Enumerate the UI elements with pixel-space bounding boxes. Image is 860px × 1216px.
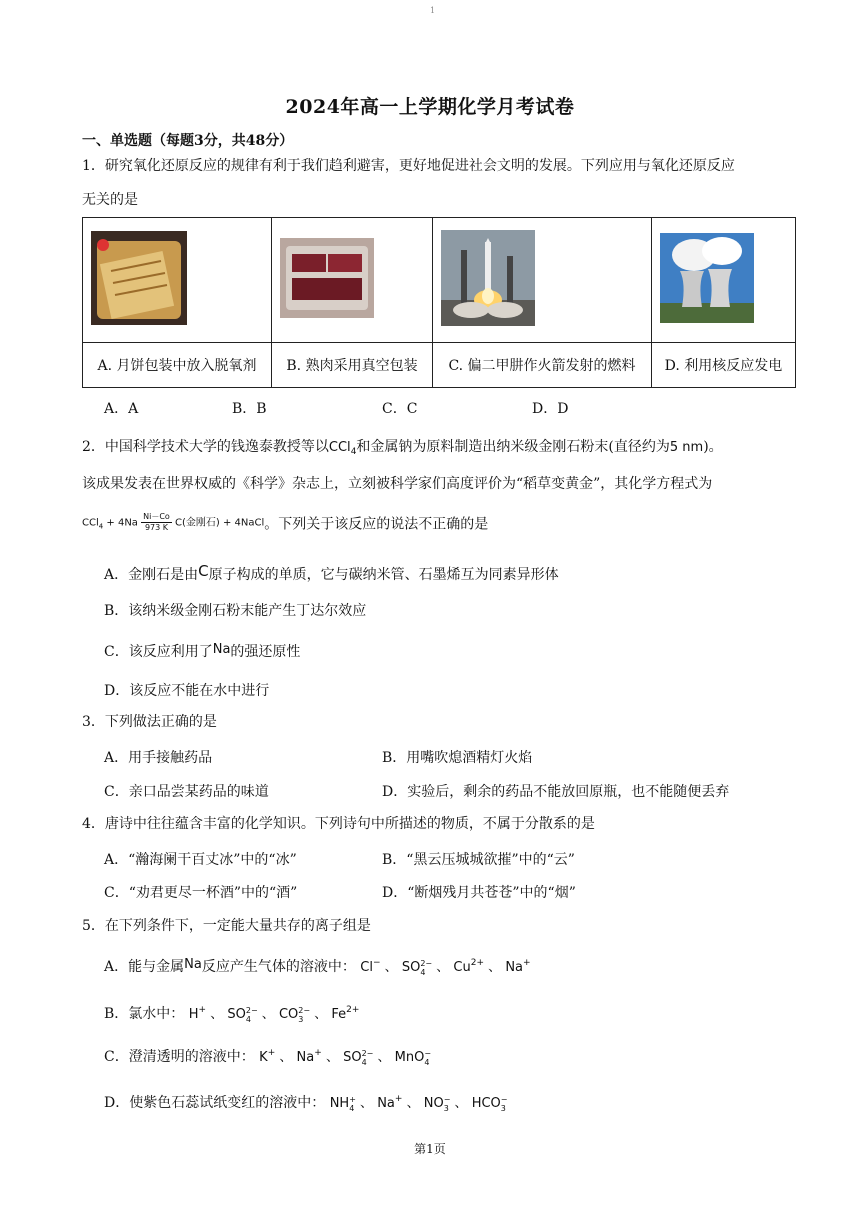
ion-hco3: HCO [471,1096,501,1111]
q5-a-text: A．能与金属 [104,959,185,975]
q5-c-text: C．澄清透明的溶液中： [104,1049,255,1065]
q4-stem: 4．唐诗中往往蕴含丰富的化学知识。下列诗句中所描述的物质，不属于分散系的是 [82,816,595,832]
q2-option-a [104,562,559,584]
q1-cell-b-image [272,218,433,343]
ion-cl-charge: − [372,958,381,968]
ion-so4: SO [227,1007,246,1022]
q1-option-b: B．B [232,401,267,417]
q2-ccl-sub: 4 [350,447,357,457]
ion-na-charge: + [523,958,531,968]
ion-so4: SO [343,1050,362,1065]
q5-d-ions [330,1096,508,1111]
ion-co3: CO [278,1007,299,1022]
mooncake-package-image [91,231,187,325]
q5-option-d [104,1092,508,1113]
q2-opt-c-text1: C．该反应利用了 [104,644,213,660]
sep: 、 [377,1050,391,1065]
ion-co3-scripts: 2− 3 [298,1005,311,1024]
page-footer: 第1页 [414,1142,446,1156]
eq-left-sub: 4 [98,522,104,531]
ion-so4-scripts: 2− 4 [245,1005,258,1024]
q2-equation [82,512,264,537]
sep: 、 [488,960,502,975]
ion-cl: Cl [360,960,373,975]
q2-option-d: D．该反应不能在水中进行 [104,683,270,699]
sep: 、 [360,1096,374,1111]
q5-d-text: D．使紫色石蕊试纸变红的溶液中： [104,1095,326,1111]
exam-title: 2024年高一上学期化学月考试卷 [285,96,575,118]
q2-stem-line3 [82,512,488,537]
ion-so4-scripts: 2− 4 [420,958,433,977]
ion-fe-charge: 2+ [346,1005,360,1015]
ion-so4: SO [401,960,421,975]
ion-na: Na [505,960,524,975]
q3-option-a: A．用手接触药品 [104,750,213,766]
ion-h: H [188,1007,199,1022]
q2-ccl4 [329,440,357,455]
q1-option-a: A．A [104,401,139,417]
eq-arrow [141,512,172,533]
eq-right: C(金刚石) + 4NaCl [175,517,265,529]
q4-option-a: A．“瀚海阑干百丈冰”中的“冰” [104,852,297,868]
q1-cell-c-image [433,218,652,343]
ion-mno4: MnO [394,1050,425,1065]
ion-so4-scripts: 2− 4 [361,1048,374,1067]
q2-text-1a: 2．中国科学技术大学的钱逸泰教授等以 [82,439,329,455]
q5-b-text: B．氯水中： [104,1006,185,1022]
q1-caption-a: A. 月饼包装中放入脱氧剂 [83,343,272,388]
q1-caption-d: D. 利用核反应发电 [652,343,796,388]
q1-option-d: D．D [532,401,569,417]
ion-nh4: NH [329,1096,350,1111]
q2-opt-a-text2: 原子构成的单质，它与碳纳米管、石墨烯互为同素异形体 [208,567,559,583]
vacuum-meat-image [280,238,374,318]
sep: 、 [314,1007,328,1022]
q5-c-ions [259,1050,431,1065]
q5-option-c [104,1046,431,1067]
q1-caption-b: B. 熟肉采用真空包装 [272,343,433,388]
q3-option-b: B．用嘴吹熄酒精灯火焰 [382,750,533,766]
q1-image-table [82,217,796,388]
ion-no3-scripts: − 3 [443,1094,451,1113]
sep: 、 [384,960,398,975]
q2-stem-line1 [82,437,723,462]
q2-stem-line2: 该成果发表在世界权威的《科学》杂志上，立刻被科学家们高度评价为“稻草变黄金”，其化学方程式为 [82,476,713,492]
q3-option-d: D．实验后，剩余的药品不能放回原瓶，也不能随便丢弃 [382,784,730,800]
page-marker: 1 [430,6,436,15]
q2-ccl-text: CCl [328,440,351,455]
ion-k: K [259,1050,268,1065]
ion-cu: Cu [453,960,471,975]
nuclear-plant-image [660,233,754,323]
q2-option-b: B．该纳米级金刚石粉末能产生丁达尔效应 [104,603,367,619]
q2-opt-a-carbon: C [198,562,209,580]
sep: 、 [261,1007,275,1022]
q1-cell-d-image [652,218,796,343]
q2-text-3: 。下列关于该反应的说法不正确的是 [264,516,489,533]
q4-option-b: B．“黑云压城城欲摧”中的“云” [382,852,575,868]
q5-b-ions [189,1007,360,1022]
q1-caption-c: C. 偏二甲肼作火箭发射的燃料 [433,343,652,388]
ion-fe: Fe [331,1007,347,1022]
section-heading: 一、单选题（每题3分，共48分） [82,133,294,149]
ion-k-charge: + [267,1048,276,1058]
q2-opt-c-text2: 的强还原性 [230,644,301,660]
sep: 、 [279,1050,293,1065]
ion-na-charge: + [314,1048,322,1058]
q2-text-1b: 和金属钠为原料制造出纳米级金刚石粉末(直径约为 [356,439,670,455]
sep: 、 [406,1096,420,1111]
q5-a-na: Na [184,957,202,972]
q5-a-text2: 反应产生气体的溶液中： [201,959,356,975]
q5-option-a [104,956,531,977]
sep: 、 [325,1050,339,1065]
q3-stem: 3．下列做法正确的是 [82,714,217,730]
ion-mno4-scripts: − 4 [424,1048,432,1067]
ion-na-charge: + [394,1094,403,1104]
q5-a-ions [360,960,530,975]
q1-stem-line1: 1．研究氧化还原反应的规律有利于我们趋利避害，更好地促进社会文明的发展。下列应用与氧化还原反应 [82,158,735,174]
q3-option-c: C．亲口品尝某药品的味道 [104,784,269,800]
eq-temperature: 973 K [144,523,168,532]
ion-cu-charge: 2+ [470,958,485,968]
sep: 、 [454,1096,468,1111]
sep: 、 [436,960,450,975]
q1-option-c: C．C [382,401,418,417]
ion-na: Na [377,1096,395,1111]
ion-no3: NO [423,1096,444,1111]
q2-text-1c: )。 [703,439,723,455]
sep: 、 [210,1007,224,1022]
ion-nh4-scripts: + 4 [349,1094,356,1113]
q4-option-c: C．“劝君更尽一杯酒”中的“酒” [104,885,298,901]
eq-left: CCl [82,517,99,529]
q1-stem-line2: 无关的是 [82,192,138,208]
q2-opt-a-text1: A．金刚石是由 [104,567,199,583]
q5-stem: 5．在下列条件下，一定能大量共存的离子组是 [82,918,371,934]
q2-nm: 5 nm [669,440,704,455]
ion-hco3-scripts: − 3 [500,1094,508,1113]
q4-option-d: D．“断烟残月共苍苍”中的“烟” [382,885,576,901]
q1-cell-a-image [83,218,272,343]
eq-catalyst: Ni－Co [143,512,170,521]
rocket-launch-image [441,230,535,326]
q5-option-b [104,1003,359,1024]
q2-option-c [104,641,300,661]
q2-opt-c-na: Na [212,642,231,657]
ion-na: Na [296,1050,315,1065]
eq-left2: + 4Na [103,517,138,529]
ion-h-charge: + [198,1005,207,1015]
